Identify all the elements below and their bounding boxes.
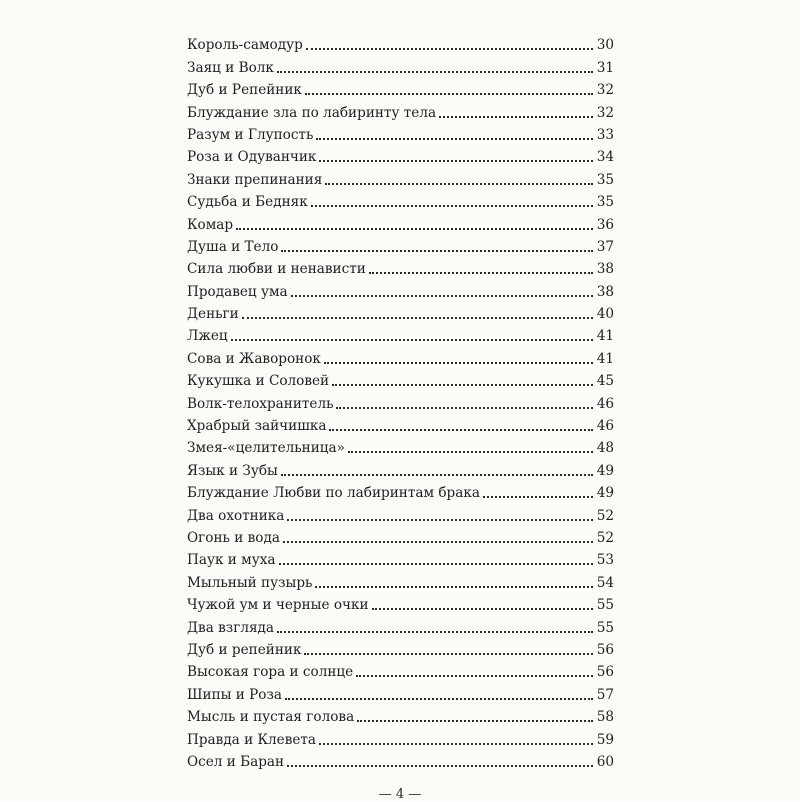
dot-leader [315, 586, 593, 588]
toc-entry-page: 38 [596, 261, 614, 278]
toc-entry-page: 54 [596, 574, 614, 591]
toc-entry-page: 46 [596, 418, 614, 435]
toc-entry [187, 144, 614, 166]
toc-entry-page: 59 [596, 731, 614, 748]
toc-entry-title: Огонь и вода [187, 529, 280, 546]
toc-entry-title: Сила любви и ненависти [187, 261, 366, 278]
dot-leader [279, 563, 594, 565]
toc-entry-title: Волк-телохранитель [187, 395, 334, 412]
dot-leader [231, 339, 593, 341]
toc-entry [187, 77, 614, 99]
toc-entry-page: 46 [596, 395, 614, 412]
toc-entry-page: 55 [596, 619, 614, 636]
toc-entry [187, 234, 614, 256]
dot-leader [285, 698, 593, 700]
dot-leader [319, 743, 593, 745]
toc-entry-title: Храбрый зайчишка [187, 418, 327, 435]
dot-leader [277, 631, 593, 633]
dot-leader [336, 407, 593, 409]
toc-entry [187, 211, 614, 233]
toc-entry-title: Деньги [187, 306, 239, 323]
toc-entry-page: 35 [596, 194, 614, 211]
dot-leader [236, 228, 593, 230]
toc-entry [187, 457, 614, 479]
toc-entry [187, 32, 614, 54]
dot-leader [287, 519, 593, 521]
toc-entry-title: Комар [187, 216, 234, 233]
toc-entry-page: 45 [596, 373, 614, 390]
toc-entry [187, 749, 614, 771]
toc-entry [187, 301, 614, 323]
toc-entry [187, 435, 614, 457]
dot-leader [329, 429, 593, 431]
dot-leader [242, 317, 593, 319]
toc-entry-title: Сова и Жаворонок [187, 350, 321, 367]
toc-entry-title: Душа и Тело [187, 238, 279, 255]
toc-entry [187, 592, 614, 614]
page-number: — 4 — [378, 787, 422, 802]
toc-entry [187, 345, 614, 367]
toc-entry-title: Судьба и Бедняк [187, 194, 308, 211]
toc-entry-title: Роза и Одуванчик [187, 149, 317, 166]
toc-entry [187, 681, 614, 703]
toc-entry [187, 166, 614, 188]
toc-entry [187, 614, 614, 636]
toc-entry-title: Паук и муха [187, 552, 276, 569]
toc-entry-page: 35 [596, 171, 614, 188]
dot-leader [369, 272, 593, 274]
toc-entry [187, 256, 614, 278]
dot-leader [291, 295, 593, 297]
dot-leader [281, 474, 593, 476]
toc-entry-page: 49 [596, 485, 614, 502]
toc-entry-page: 60 [596, 753, 614, 770]
toc-entry-page: 32 [596, 104, 614, 121]
dot-leader [306, 48, 593, 50]
toc-entry-page: 30 [596, 37, 614, 54]
toc-entry-title: Лжец [187, 328, 228, 345]
toc-entry-title: Мыльный пузырь [187, 574, 313, 591]
toc-entry-title: Король-самодур [187, 37, 303, 54]
toc-entry-page: 31 [596, 59, 614, 76]
toc-entry-title: Продавец ума [187, 283, 288, 300]
dot-leader [439, 116, 593, 118]
toc-entry-title: Чужой ум и черные очки [187, 597, 369, 614]
toc-entry-page: 40 [596, 306, 614, 323]
toc-entry-title: Язык и Зубы [187, 462, 278, 479]
dot-leader [304, 653, 593, 655]
toc-entry [187, 525, 614, 547]
toc-entry-title: Осел и Баран [187, 753, 285, 770]
dot-leader [311, 205, 593, 207]
dot-leader [287, 765, 593, 767]
toc-entry-title: Шипы и Роза [187, 686, 283, 703]
toc-entry [187, 547, 614, 569]
toc-entry-page: 41 [596, 350, 614, 367]
toc-entry-title: Разум и Глупость [187, 126, 314, 143]
dot-leader [283, 541, 593, 543]
toc-entry-page: 56 [596, 664, 614, 681]
toc-entry-title: Мысль и пустая голова [187, 709, 355, 726]
toc-entry [187, 637, 614, 659]
toc-entry-title: Заяц и Волк [187, 59, 274, 76]
dot-leader [281, 250, 593, 252]
toc-entry-page: 53 [596, 552, 614, 569]
dot-leader [483, 496, 593, 498]
dot-leader [277, 71, 593, 73]
toc-entry-page: 41 [596, 328, 614, 345]
toc-entry [187, 323, 614, 345]
toc-entry-title: Блуждание зла по лабиринту тела [187, 104, 437, 121]
toc-entry-title: Два взгляда [187, 619, 275, 636]
toc-entry [187, 390, 614, 412]
dot-leader [357, 720, 593, 722]
dot-leader [356, 675, 593, 677]
toc-entry [187, 480, 614, 502]
dot-leader [348, 451, 593, 453]
toc-entry-title: Дуб и репейник [187, 641, 302, 658]
toc-entry-page: 49 [596, 462, 614, 479]
toc-entry [187, 189, 614, 211]
toc-entry-title: Змея-«целительница» [187, 440, 345, 457]
toc-entry [187, 659, 614, 681]
toc-entry-page: 33 [596, 126, 614, 143]
toc-entry [187, 122, 614, 144]
dot-leader [324, 362, 593, 364]
toc-entry [187, 99, 614, 121]
toc-entry-page: 32 [596, 82, 614, 99]
toc-entry-page: 38 [596, 283, 614, 300]
dot-leader [325, 183, 593, 185]
dot-leader [316, 138, 593, 140]
toc-entry-title: Знаки препинания [187, 171, 323, 188]
toc-entry-title: Правда и Клевета [187, 731, 317, 748]
toc-entry-page: 36 [596, 216, 614, 233]
toc-entry [187, 726, 614, 748]
toc-entry [187, 54, 614, 76]
toc-entry-title: Блуждание Любви по лабиринтам брака [187, 485, 480, 502]
toc-entry [187, 413, 614, 435]
toc-entry [187, 502, 614, 524]
toc-entry-page: 56 [596, 641, 614, 658]
toc-entry [187, 704, 614, 726]
toc-entry-page: 52 [596, 507, 614, 524]
toc-entry-page: 48 [596, 440, 614, 457]
dot-leader [305, 93, 593, 95]
toc-entry-page: 37 [596, 238, 614, 255]
toc-entry-page: 52 [596, 529, 614, 546]
dot-leader [332, 384, 593, 386]
dot-leader [319, 160, 593, 162]
dot-leader [372, 608, 593, 610]
toc-entry-page: 34 [596, 149, 614, 166]
toc-entry-page: 57 [596, 686, 614, 703]
table-of-contents [187, 32, 614, 771]
toc-entry-title: Высокая гора и солнце [187, 664, 354, 681]
toc-entry [187, 278, 614, 300]
toc-entry-title: Дуб и Репейник [187, 82, 302, 99]
toc-entry-title: Два охотника [187, 507, 285, 524]
toc-entry [187, 569, 614, 591]
toc-entry [187, 368, 614, 390]
toc-entry-page: 58 [596, 709, 614, 726]
toc-entry-page: 55 [596, 597, 614, 614]
toc-entry-title: Кукушка и Соловей [187, 373, 330, 390]
